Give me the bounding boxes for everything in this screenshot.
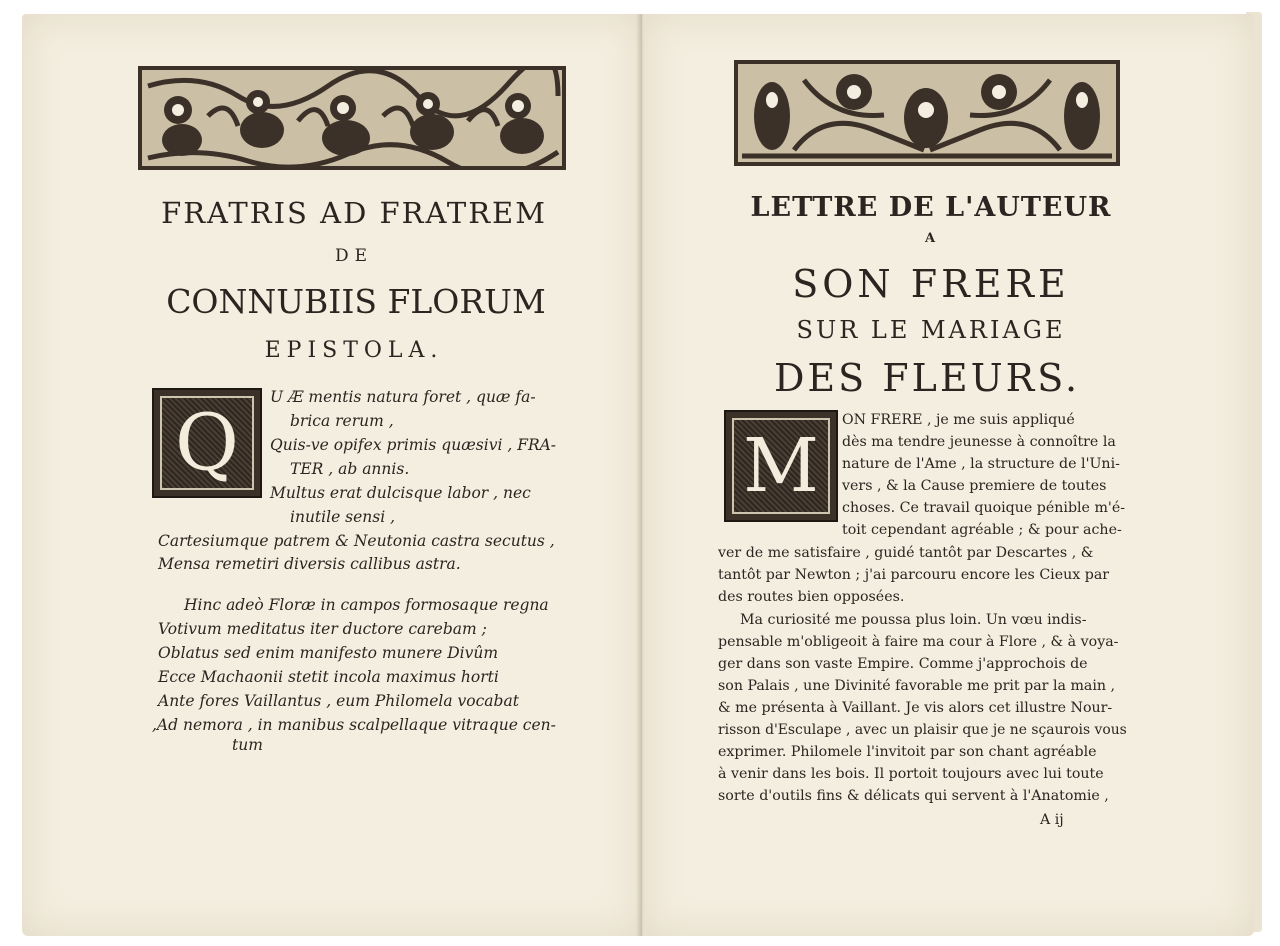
verse-line: Oblatus sed enim manifesto munere Divûm (158, 644, 499, 662)
body-line: à venir dans les bois. Il portoit toujours avec lui toute (718, 766, 1104, 782)
body-line: & me présenta à Vaillant. Je vis alors cet illustre Nour- (718, 700, 1113, 716)
left-title-line-1: FRATRIS AD FRATREM (161, 196, 547, 230)
verse-line: ,Ad nemora , in manibus scalpellaque vitraque cen- (152, 716, 556, 734)
right-title-line-3: SON FRERE (792, 262, 1070, 306)
body-line: ver de me satisfaire , guidé tantôt par Descartes , & (718, 545, 1094, 561)
body-line: sorte d'outils fins & délicats qui servent à l'Anatomie , (718, 788, 1109, 804)
verse-line: brica rerum , (290, 412, 394, 430)
body-line: vers , & la Cause premiere de toutes (842, 478, 1107, 494)
verse-line: TER , ab annis. (290, 460, 410, 478)
body-line: exprimer. Philomele l'invitoit par son chant agréable (718, 744, 1097, 760)
body-line: ger dans son vaste Empire. Comme j'approchois de (718, 656, 1088, 672)
right-title-line-4: SUR LE MARIAGE (796, 316, 1066, 344)
right-drop-cap (724, 410, 838, 522)
verse-line: tum (232, 736, 263, 754)
verse-line: U Æ mentis natura foret , quæ fa- (270, 388, 536, 406)
body-line: Ma curiosité me poussa plus loin. Un vœu indis- (740, 612, 1087, 628)
left-title-line-3: CONNUBIIS FLORUM (166, 282, 546, 321)
left-title-line-2: DE (334, 246, 374, 266)
right-headpiece-ornament (734, 60, 1120, 166)
right-drop-cap-letter: M (743, 423, 819, 509)
left-headpiece-ornament (138, 66, 566, 170)
body-line: son Palais , une Divinité favorable me prit par la main , (718, 678, 1116, 694)
verse-line: inutile sensi , (290, 508, 396, 526)
body-line: ON FRERE , je me suis appliqué (842, 412, 1075, 428)
left-drop-cap (152, 388, 262, 498)
right-title-line-5: DES FLEURS. (773, 356, 1081, 400)
right-title-line-1: LETTRE DE L'AUTEUR (750, 192, 1112, 223)
verse-line: Hinc adeò Floræ in campos formosaque regna (184, 596, 549, 614)
verse-line: Ecce Machaonii stetit incola maximus horti (158, 668, 499, 686)
body-line: toit cependant agréable ; & pour ache- (842, 522, 1122, 538)
verse-line: Quis-ve opifex primis quæsivi , FRA- (270, 436, 557, 454)
body-line: dès ma tendre jeunesse à connoître la (842, 434, 1116, 450)
signature-mark: A ij (1040, 812, 1064, 828)
body-line: des routes bien opposées. (718, 589, 905, 605)
verse-line: Multus erat dulcisque labor , nec (270, 484, 531, 502)
verse-line: Mensa remetiri diversis callibus astra. (158, 555, 461, 573)
left-title-line-4: EPISTOLA. (264, 338, 444, 363)
body-line: tantôt par Newton ; j'ai parcouru encore les Cieux par (718, 567, 1110, 583)
left-drop-cap-letter: Q (175, 398, 239, 488)
body-line: risson d'Esculape , avec un plaisir que je ne sçaurois vous (718, 722, 1127, 738)
verse-line: Votivum meditatus iter ductore carebam ; (158, 620, 487, 638)
body-line: pensable m'obligeoit à faire ma cour à Flore , & à voya- (718, 634, 1119, 650)
verse-line: Ante fores Vaillantus , eum Philomela vocabat (158, 692, 519, 710)
body-line: choses. Ce travail quoique pénible m'é- (842, 500, 1126, 516)
verse-line: Cartesiumque patrem & Neutonia castra secutus , (158, 532, 555, 550)
right-title-line-2: A (924, 231, 938, 246)
body-line: nature de l'Ame , la structure de l'Uni- (842, 456, 1120, 472)
